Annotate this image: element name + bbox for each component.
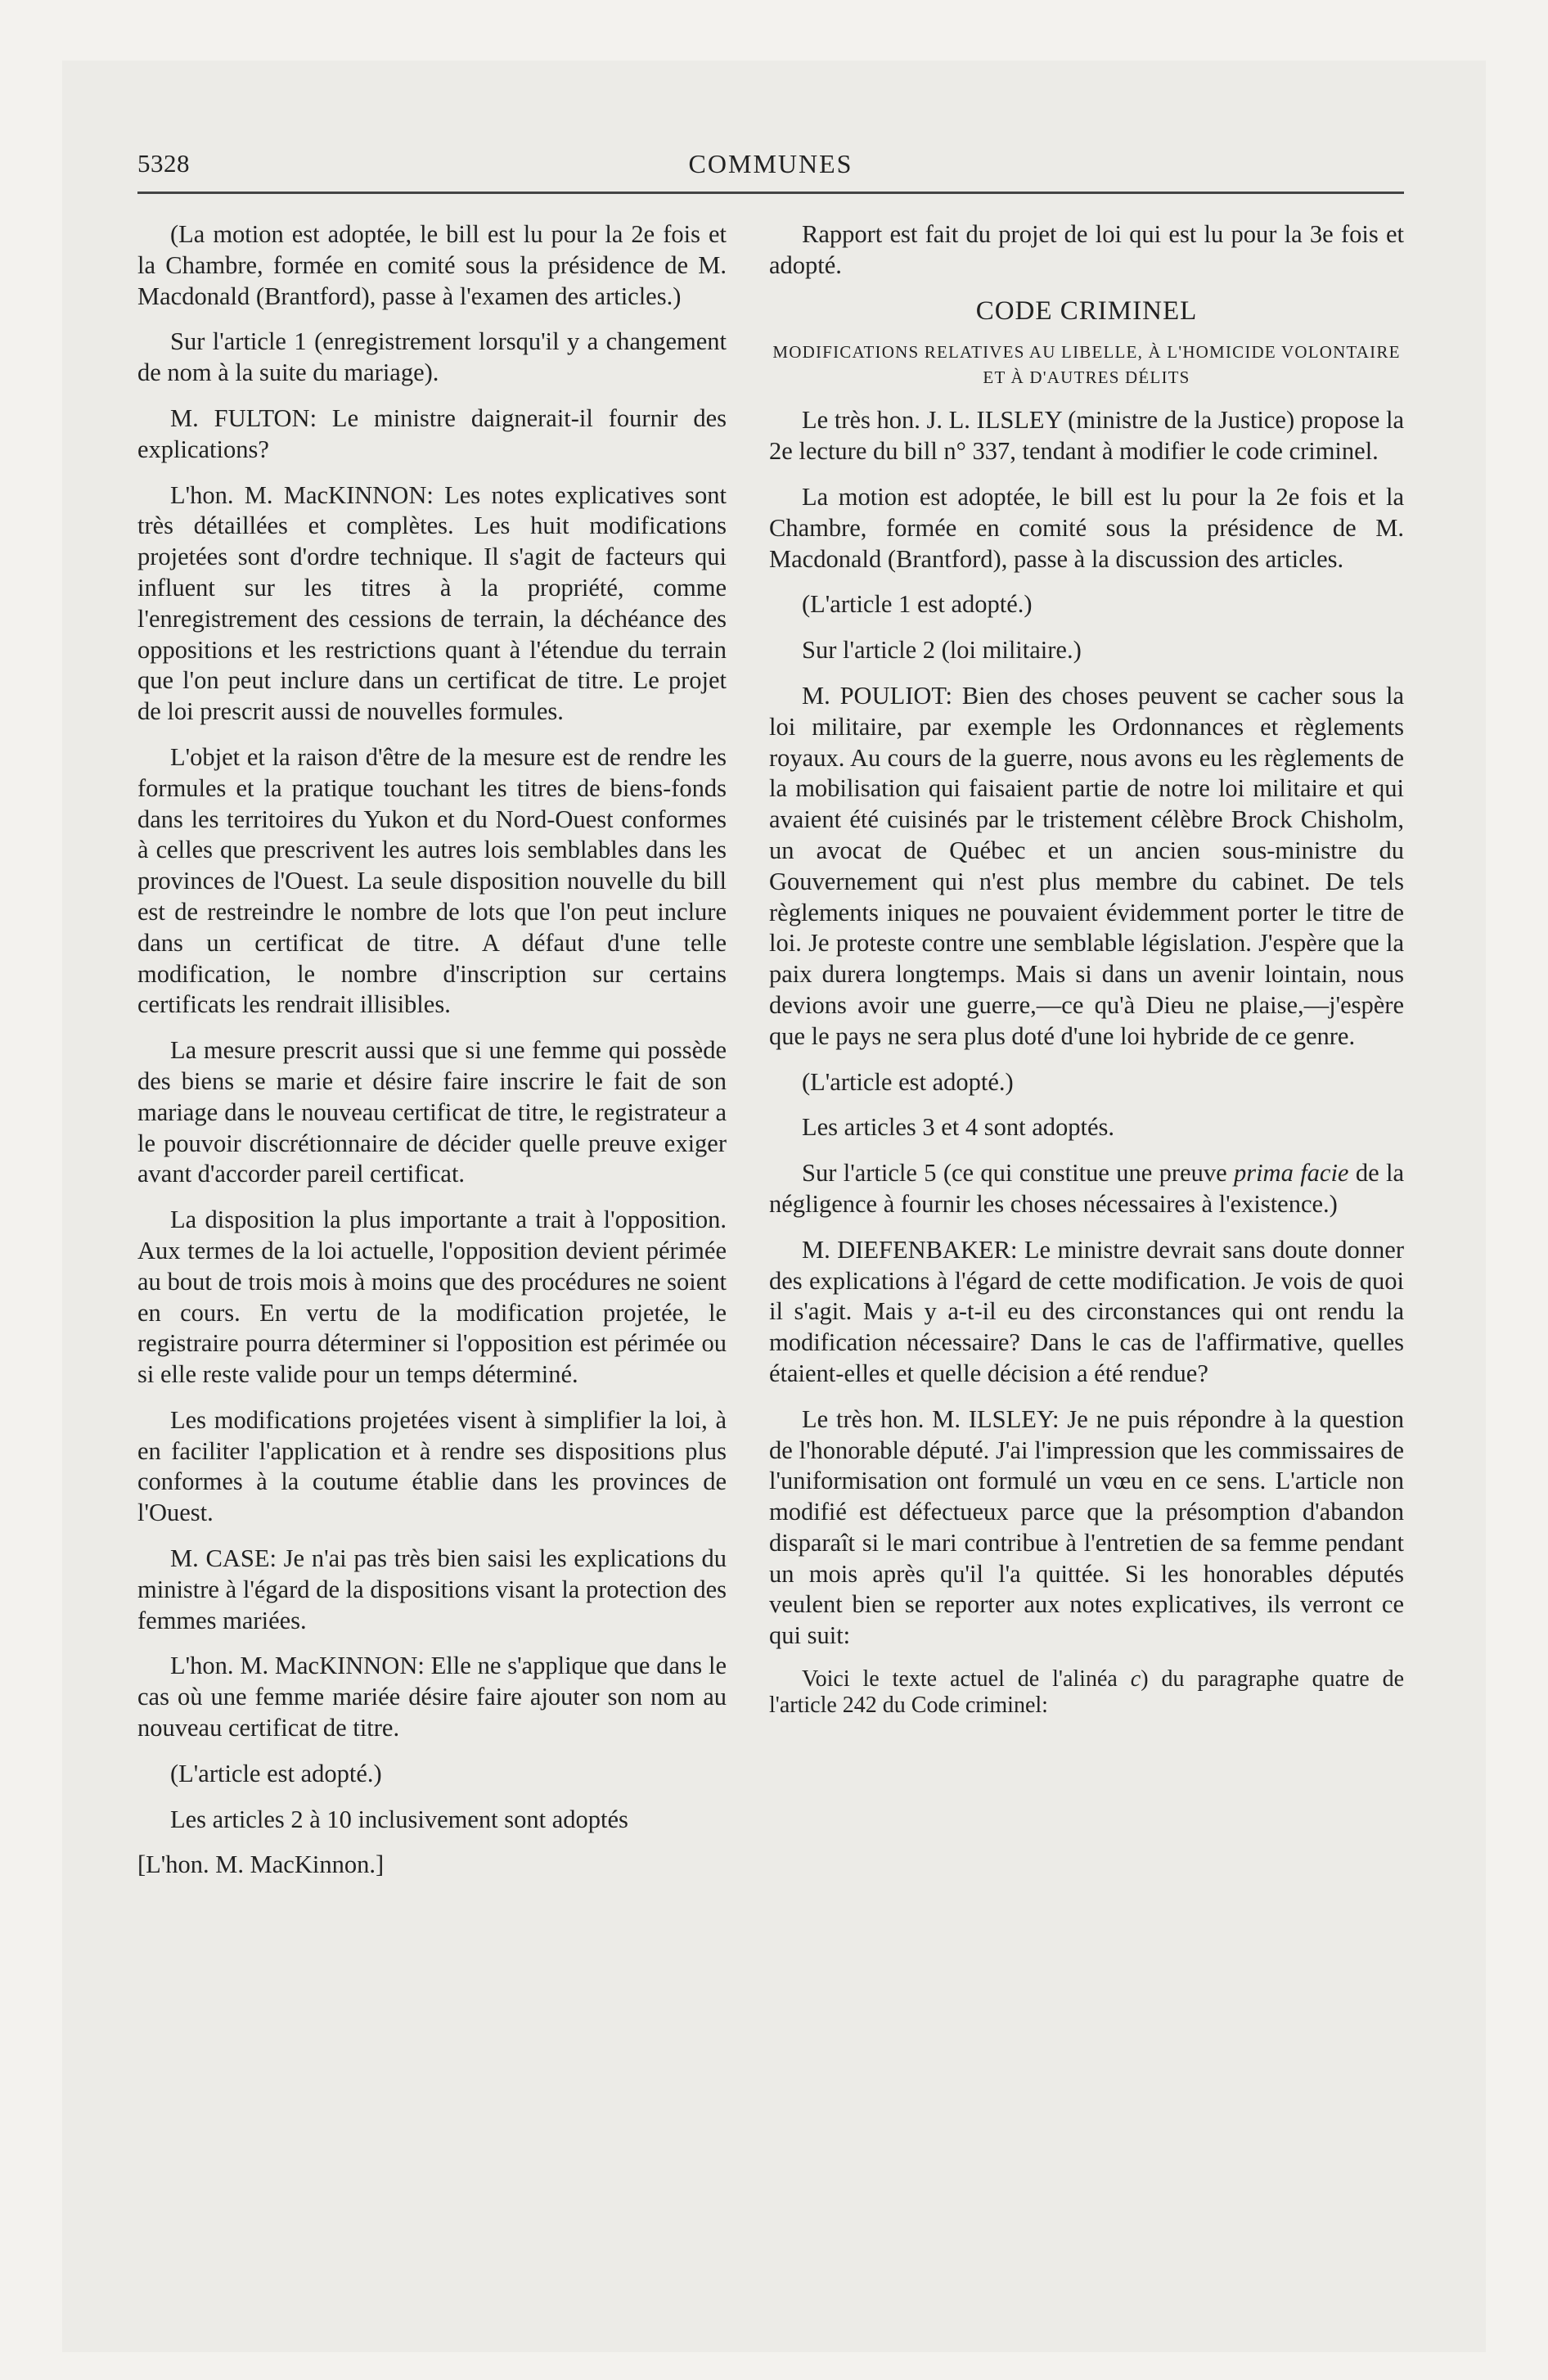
paragraph: M. DIEFENBAKER: Le ministre devrait sans doute donner des explications à l'égard de cette modification. Je vois de quoi il s'agit. Mais y a-t-il eu des circonstances qui ont rendu la modification nécessaire? Dans le cas de l'affirmative, quelles étaient-elles et quelle décision a été rendue?: [769, 1235, 1404, 1387]
footer-speaker-note: [L'hon. M. MacKinnon.]: [137, 1850, 385, 1879]
latin-term: prima facie: [1233, 1159, 1349, 1188]
quote-intro: [769, 1666, 1404, 1719]
paragraph: M. POULIOT: Bien des choses peuvent se cacher sous la loi militaire, par exemple les Ordonnances et règlements royaux. Au cours de la guerre, nous avons eu les règlements de la mobilisation qui faisaient partie de notre loi militaire et qui avaient été cuisinés par le tristement célèbre Brock Chisholm, un avocat de Québec et un ancien sous-ministre du Gouvernement qui n'est plus membre du cabinet. De tels règlements iniques ne pouvaient évidemment porter le titre de loi. Je proteste contre une semblable législation. J'espère que la paix durera longtemps. Mais si dans un avenir lointain, nous devions avoir une guerre,—ce qu'à Dieu ne plaise,—j'espère que le pays ne sera plus doté d'une loi hybride de ce genre.: [769, 681, 1404, 1050]
quoted-text: [769, 1666, 1404, 1719]
paragraph: L'hon. M. MacKINNON: Les notes explicatives sont très détaillées et complètes. Les huit modifications projetées sont d'ordre technique. Il s'agit de facteurs qui influent sur les titres à la propriété, comme l'enregistrement des cessions de terrain, la déchéance des oppositions et les restrictions quant à l'étendue du terrain que l'on peut inclure dans un certificat de titre. Le projet de loi prescrit aussi de nouvelles formules.: [137, 480, 727, 726]
paragraph: (La motion est adoptée, le bill est lu pour la 2e fois et la Chambre, formée en comité sous la présidence de M. Macdonald (Brantford), passe à l'examen des articles.): [137, 220, 727, 310]
section-subtitle: MODIFICATIONS RELATIVES AU LIBELLE, À L'HOMICIDE VOLONTAIRE ET À D'AUTRES DÉLITS: [772, 342, 1401, 388]
paragraph: La mesure prescrit aussi que si une femme qui possède des biens se marie et désire faire inscrire le fait de son mariage dans le nouveau certificat de titre, le registrateur a le pouvoir discrétionnaire de décider quelle preuve exiger avant d'accorder pareil certificat.: [137, 1036, 727, 1188]
text-run: Voici le texte actuel de l'alinéa: [802, 1666, 1131, 1693]
paragraph: L'hon. M. MacKINNON: Elle ne s'applique que dans le cas où une femme mariée désire faire ajouter son nom au nouveau certificat de titre.: [137, 1652, 727, 1742]
right-column: [769, 219, 1404, 1733]
paragraph: Rapport est fait du projet de loi qui est lu pour la 3e fois et adopté.: [769, 220, 1404, 279]
page-number: 5328: [137, 149, 190, 178]
text-run: Sur l'article 5 (ce qui constitue une preuve: [802, 1159, 1234, 1188]
paragraph-article-5: [769, 1158, 1404, 1220]
paragraph: Sur l'article 2 (loi militaire.): [802, 636, 1082, 665]
header-rule: [137, 192, 1404, 194]
paragraph: Les articles 3 et 4 sont adoptés.: [802, 1113, 1114, 1142]
paragraph: M. FULTON: Le ministre daignerait-il fournir des explications?: [137, 403, 727, 463]
paragraph: Les articles 2 à 10 inclusivement sont adoptés: [170, 1805, 628, 1833]
paragraph: Sur l'article 1 (enregistrement lorsqu'il y a changement de nom à la suite du mariage).: [137, 327, 727, 387]
paragraph: (L'article 1 est adopté.): [802, 590, 1033, 619]
page-header: [137, 149, 1404, 198]
text-run: ) du paragraphe quatre de l'article 242 du Code criminel:: [769, 1666, 1405, 1719]
paragraph: L'objet et la raison d'être de la mesure est de rendre les formules et la pratique touchant les titres de biens-fonds dans les territoires du Yukon et du Nord-Ouest conformes à celles que prescrivent les autres lois semblables dans les provinces de l'Ouest. La seule disposition nouvelle du bill est de restreindre le nombre de lots que l'on peut inclure dans un certificat de titre. A défaut d'une telle modification, le nombre d'inscription sur certains certificats les rendrait illisibles.: [137, 742, 727, 1019]
paragraph: (L'article est adopté.): [802, 1067, 1014, 1096]
running-title: COMMUNES: [688, 149, 853, 178]
italic-letter: c: [1130, 1666, 1141, 1693]
paragraph: La motion est adoptée, le bill est lu pour la 2e fois et la Chambre, formée en comité sous la présidence de M. Macdonald (Brantford), passe à la discussion des articles.: [769, 482, 1404, 573]
paragraph: Les modifications projetées visent à simplifier la loi, à en faciliter l'application et à rendre ses dispositions plus conformes à la coutume établie dans les provinces de l'Ouest.: [137, 1405, 727, 1527]
left-column: [137, 219, 727, 1895]
paragraph: La disposition la plus importante a trait à l'opposition. Aux termes de la loi actuelle, l'opposition devient périmée au bout de trois mois à moins que des procédures ne soient en cours. En vertu de la modification projetée, le registraire pourra déterminer si l'opposition est périmée ou si elle reste valide pour un temps déterminé.: [137, 1206, 727, 1389]
paragraph: Le très hon. J. L. ILSLEY (ministre de la Justice) propose la 2e lecture du bill n° 337, tendant à modifier le code criminel.: [769, 406, 1404, 466]
text-run: de la négligence à fournir les choses nécessaires à l'existence.): [769, 1159, 1404, 1218]
paragraph: (L'article est adopté.): [170, 1759, 382, 1787]
paragraph: Le très hon. M. ILSLEY: Je ne puis répondre à la question de l'honorable député. J'ai l'impression que les commissaires de l'uniformisation ont formulé un vœu en ce sens. L'article non modifié est défectueux parce que la présomption d'abandon disparaît si le mari contribue à l'entretien de sa femme pendant un mois après qu'il l'a quittée. Si les honorables députés veulent bien se reporter aux notes explicatives, ils verront ce qui suit:: [769, 1404, 1404, 1650]
section-title: CODE CRIMINEL: [975, 295, 1198, 326]
paragraph: M. CASE: Je n'ai pas très bien saisi les explications du ministre à l'égard de la dispositions visant la protection des femmes mariées.: [137, 1544, 727, 1634]
